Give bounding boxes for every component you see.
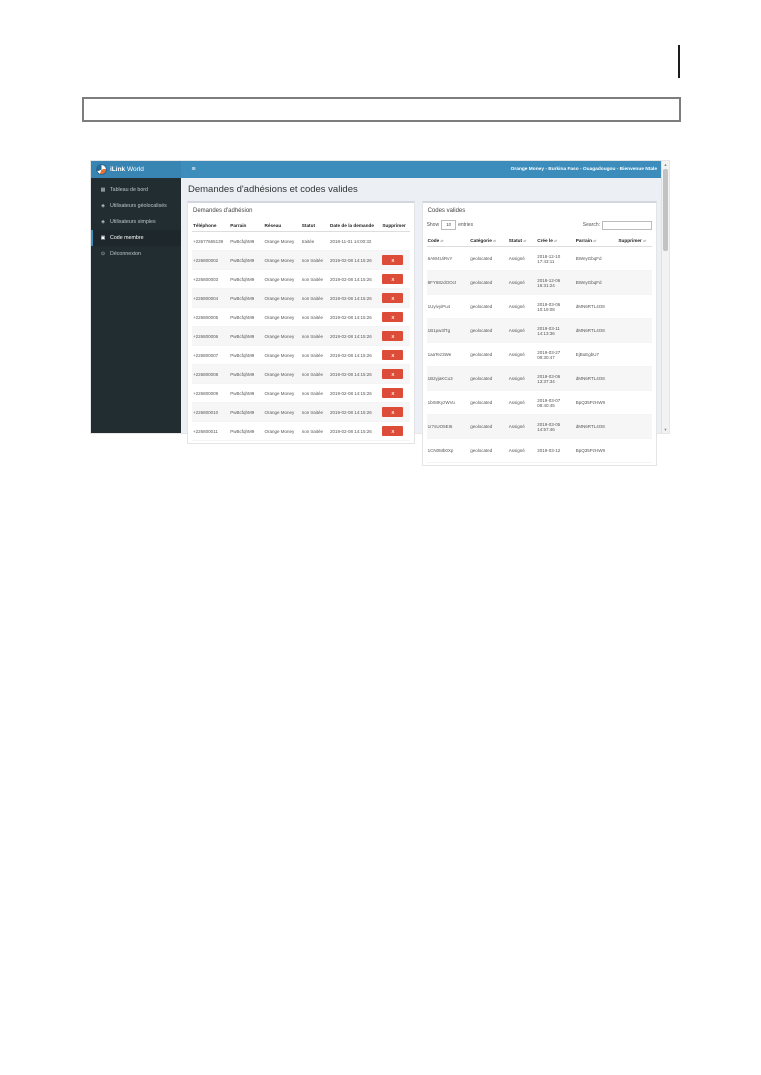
date-cell: 2019-02-08 14:15:26 bbox=[329, 403, 381, 422]
parrain-cell: PwBcfqhM9 bbox=[229, 232, 263, 251]
parrain-cell: PwBcfqhM9 bbox=[229, 308, 263, 327]
parrain-cell: EjBuEgbU7 bbox=[575, 343, 618, 367]
table-row bbox=[192, 270, 410, 289]
date-cell: 2019-02-08 14:15:26 bbox=[329, 270, 381, 289]
table-row bbox=[427, 319, 652, 343]
statut-cell: non traitée bbox=[301, 365, 329, 384]
statut-cell: Assigné bbox=[508, 415, 536, 439]
codes-panel-title: Codes valides bbox=[427, 208, 466, 214]
parrain-cell: dMN6RTL4O8 bbox=[575, 295, 618, 319]
brand-logo[interactable] bbox=[91, 161, 181, 178]
supprimer-cell bbox=[617, 391, 652, 415]
cree-le-cell: 2018-12-06 16:31:24 bbox=[536, 271, 575, 295]
parrain-cell: PwBcfqhM9 bbox=[229, 346, 263, 365]
parrain-cell: BWeyGbqFd bbox=[575, 271, 618, 295]
table-row bbox=[192, 422, 410, 441]
code-cell: 1UyivyiPu4 bbox=[427, 295, 470, 319]
delete-button[interactable]: X bbox=[382, 426, 403, 436]
date-cell: 2019-02-08 14:15:26 bbox=[329, 346, 381, 365]
code-cell: 8FY68zdOOct bbox=[427, 271, 470, 295]
telephone-cell: +226800005 bbox=[192, 308, 229, 327]
brand-name: iLink World bbox=[110, 166, 144, 173]
telephone-cell: +226800011 bbox=[192, 422, 229, 441]
users-shield-icon: ◈ bbox=[101, 203, 105, 209]
codes-table-header-row bbox=[427, 235, 652, 247]
parrain-cell: BWeyGbqFd bbox=[575, 247, 618, 271]
sidebar-toggle-hamburger-icon[interactable]: ≡ bbox=[191, 166, 196, 173]
parrain-cell: PwBcfqhM9 bbox=[229, 327, 263, 346]
categorie-cell: geolocated bbox=[469, 367, 508, 391]
power-icon: ⊙ bbox=[100, 251, 106, 257]
categorie-cell: geolocated bbox=[469, 415, 508, 439]
date-cell: 2019-02-08 14:15:26 bbox=[329, 251, 381, 270]
parrain-cell: PwBcfqhM9 bbox=[229, 251, 263, 270]
supprimer-cell bbox=[381, 384, 409, 403]
dashboard-icon: ▦ bbox=[100, 187, 106, 193]
statut-cell: Assigné bbox=[508, 319, 536, 343]
supprimer-cell bbox=[381, 270, 409, 289]
sort-icon: ▴▾ bbox=[440, 239, 444, 243]
statut-cell: non traitée bbox=[301, 346, 329, 365]
code-cell: 1CN0Mb0Xp bbox=[427, 439, 470, 463]
column-header-date-de-la-demande: Date de la demande bbox=[329, 220, 381, 232]
supprimer-cell bbox=[381, 308, 409, 327]
sidebar-item-deconnexion[interactable] bbox=[91, 246, 181, 262]
table-row bbox=[427, 439, 652, 463]
categorie-cell: geolocated bbox=[469, 271, 508, 295]
search-input[interactable] bbox=[602, 221, 652, 230]
supprimer-cell bbox=[617, 247, 652, 271]
cree-le-cell: 2019-03-12 bbox=[536, 439, 575, 463]
table-row bbox=[427, 295, 652, 319]
supprimer-cell bbox=[617, 439, 652, 463]
supprimer-cell bbox=[381, 403, 409, 422]
statut-cell: Assigné bbox=[508, 439, 536, 463]
sidebar-item-code-membre[interactable] bbox=[91, 230, 181, 246]
delete-button[interactable]: X bbox=[382, 274, 403, 284]
date-cell: 2018-11-01 14:00:32 bbox=[329, 232, 381, 251]
column-header-supprimer[interactable]: Supprimer▴▾ bbox=[617, 235, 652, 247]
statut-cell: non traitée bbox=[301, 289, 329, 308]
vertical-rule-mark bbox=[678, 45, 680, 78]
member-code-icon: ▣ bbox=[100, 235, 106, 241]
categorie-cell: geolocated bbox=[469, 439, 508, 463]
table-row bbox=[427, 367, 652, 391]
sort-icon: ▴▾ bbox=[642, 239, 646, 243]
cree-le-cell: 2019-03-06 10:19:08 bbox=[536, 295, 575, 319]
table-row bbox=[192, 384, 410, 403]
sort-icon: ▴▾ bbox=[523, 239, 526, 243]
delete-button[interactable]: X bbox=[382, 312, 403, 322]
scrollbar-thumb[interactable] bbox=[663, 169, 668, 251]
sidebar-item-tableau-de-bord[interactable] bbox=[91, 182, 181, 198]
supprimer-cell bbox=[381, 346, 409, 365]
supprimer-cell bbox=[617, 295, 652, 319]
table-row bbox=[192, 289, 410, 308]
code-cell: 1r7sUO5EI6 bbox=[427, 415, 470, 439]
column-header-telephone: Téléphone bbox=[192, 220, 229, 232]
cree-le-cell: 2019-03-07 08:40:45 bbox=[536, 391, 575, 415]
sidebar-item-label: Tableau de bord bbox=[110, 187, 148, 193]
cree-le-cell: 2019-03-27 09:30:47 bbox=[536, 343, 575, 367]
table-row bbox=[427, 247, 652, 271]
sidebar-item-utilisateurs-geolocalises[interactable] bbox=[91, 198, 181, 214]
statut-cell: Assigné bbox=[508, 391, 536, 415]
delete-button[interactable]: X bbox=[382, 293, 403, 303]
parrain-cell: dMN6RTL4O8 bbox=[575, 319, 618, 343]
reseau-cell: Orange Money bbox=[264, 308, 301, 327]
parrain-cell: PwBcfqhM9 bbox=[229, 422, 263, 441]
column-header-supprimer: Supprimer bbox=[381, 220, 409, 232]
table-row bbox=[192, 365, 410, 384]
statut-cell: non traitée bbox=[301, 403, 329, 422]
sort-icon: ▴▾ bbox=[592, 239, 596, 243]
reseau-cell: Orange Money bbox=[264, 251, 301, 270]
supprimer-cell bbox=[381, 232, 409, 251]
supprimer-cell bbox=[617, 367, 652, 391]
categorie-cell: geolocated bbox=[469, 391, 508, 415]
column-header-parrain: Parrain bbox=[229, 220, 263, 232]
column-header-statut: Statut bbox=[301, 220, 329, 232]
date-cell: 2019-02-08 14:15:26 bbox=[329, 365, 381, 384]
table-row bbox=[192, 251, 410, 270]
statut-cell: non traitée bbox=[301, 327, 329, 346]
codes-table-controls bbox=[427, 220, 652, 230]
statut-cell: Assigné bbox=[508, 247, 536, 271]
telephone-cell: +226800008 bbox=[192, 365, 229, 384]
sidebar-menu bbox=[91, 178, 181, 433]
statut-cell: Assigné bbox=[508, 367, 536, 391]
navbar-user-info[interactable]: Orange Money - Burkina Faso - Ouagadougou - Bienvenue Ntale bbox=[510, 167, 657, 172]
column-header-categorie[interactable]: Catégorie▴▾ bbox=[469, 235, 508, 247]
search-label: Search: bbox=[582, 222, 600, 228]
code-cell: 1aaTez3We bbox=[427, 343, 470, 367]
adhesion-panel-title: Demandes d'adhésion bbox=[193, 208, 253, 214]
column-header-code[interactable]: Code▴▾ bbox=[427, 235, 470, 247]
main-content bbox=[181, 178, 661, 453]
table-row bbox=[192, 232, 410, 251]
telephone-cell: +226800010 bbox=[192, 403, 229, 422]
table-row bbox=[192, 403, 410, 422]
statut-cell: Assigné bbox=[508, 271, 536, 295]
statut-cell: non traitée bbox=[301, 308, 329, 327]
reseau-cell: Orange Money bbox=[264, 232, 301, 251]
column-header-reseau: Réseau bbox=[264, 220, 301, 232]
sidebar-item-label: Déconnexion bbox=[110, 251, 141, 257]
supprimer-cell bbox=[381, 327, 409, 346]
supprimer-cell bbox=[617, 319, 652, 343]
categorie-cell: geolocated bbox=[469, 343, 508, 367]
statut-cell: Assigné bbox=[508, 343, 536, 367]
reseau-cell: Orange Money bbox=[264, 365, 301, 384]
date-cell: 2019-02-08 14:15:26 bbox=[329, 289, 381, 308]
entries-label: entries bbox=[458, 222, 474, 228]
delete-button[interactable]: X bbox=[382, 331, 403, 341]
reseau-cell: Orange Money bbox=[264, 270, 301, 289]
scroll-down-arrow-icon[interactable]: ▼ bbox=[663, 427, 668, 432]
sidebar-item-label: Utilisateurs géolocalisés bbox=[110, 203, 167, 209]
scroll-up-arrow-icon[interactable]: ▲ bbox=[663, 162, 668, 167]
date-cell: 2019-02-08 14:15:26 bbox=[329, 384, 381, 403]
telephone-cell: +226800004 bbox=[192, 289, 229, 308]
telephone-cell: +22677665139 bbox=[192, 232, 229, 251]
parrain-cell: PwBcfqhM9 bbox=[229, 365, 263, 384]
ilink-logo-icon bbox=[96, 164, 107, 175]
date-cell: 2019-02-08 14:15:26 bbox=[329, 422, 381, 441]
telephone-cell: +226800006 bbox=[192, 327, 229, 346]
reseau-cell: Orange Money bbox=[264, 384, 301, 403]
supprimer-cell bbox=[381, 365, 409, 384]
table-row bbox=[427, 343, 652, 367]
sidebar-item-label: Utilisateurs simples bbox=[110, 219, 156, 225]
table-row bbox=[427, 271, 652, 295]
page-title: Demandes d'adhésions et codes valides bbox=[188, 184, 358, 195]
delete-button[interactable]: X bbox=[382, 388, 403, 398]
column-header-parrain[interactable]: Parrain▴▾ bbox=[575, 235, 618, 247]
statut-cell: Assigné bbox=[508, 295, 536, 319]
table-row bbox=[192, 308, 410, 327]
code-cell: 1brMKyzWVu bbox=[427, 391, 470, 415]
code-cell: 1B2yjaKCu3 bbox=[427, 367, 470, 391]
telephone-cell: +226800002 bbox=[192, 251, 229, 270]
reseau-cell: Orange Money bbox=[264, 422, 301, 441]
supprimer-cell bbox=[381, 422, 409, 441]
reseau-cell: Orange Money bbox=[264, 346, 301, 365]
adhesion-table-header-row bbox=[192, 220, 410, 232]
reseau-cell: Orange Money bbox=[264, 289, 301, 308]
statut-cell: traitée bbox=[301, 232, 329, 251]
telephone-cell: +226800007 bbox=[192, 346, 229, 365]
column-header-cree-le[interactable]: Crée le▴▾ bbox=[536, 235, 575, 247]
delete-button[interactable]: X bbox=[382, 255, 403, 265]
supprimer-cell bbox=[617, 343, 652, 367]
cree-le-cell: 2019-03-05 14:57:46 bbox=[536, 415, 575, 439]
telephone-cell: +226800009 bbox=[192, 384, 229, 403]
table-row bbox=[192, 327, 410, 346]
supprimer-cell bbox=[381, 289, 409, 308]
empty-text-box bbox=[82, 97, 681, 122]
categorie-cell: geolocated bbox=[469, 319, 508, 343]
parrain-cell: BpQ35PzHW9 bbox=[575, 439, 618, 463]
sort-icon: ▴▾ bbox=[492, 239, 496, 243]
code-cell: 6AW4UiRvY bbox=[427, 247, 470, 271]
adhesion-requests-panel bbox=[187, 201, 415, 444]
parrain-cell: dMN6RTL4O8 bbox=[575, 367, 618, 391]
categorie-cell: geolocated bbox=[469, 295, 508, 319]
supprimer-cell bbox=[617, 271, 652, 295]
statut-cell: non traitée bbox=[301, 422, 329, 441]
valid-codes-panel bbox=[422, 201, 657, 466]
parrain-cell: BpQ35PzHW9 bbox=[575, 391, 618, 415]
users-shield-icon: ◈ bbox=[101, 219, 105, 225]
telephone-cell: +226800003 bbox=[192, 270, 229, 289]
parrain-cell: PwBcfqhM9 bbox=[229, 289, 263, 308]
show-label: Show bbox=[426, 222, 440, 228]
date-cell: 2019-02-08 14:15:26 bbox=[329, 327, 381, 346]
table-row bbox=[427, 391, 652, 415]
reseau-cell: Orange Money bbox=[264, 403, 301, 422]
adhesion-table bbox=[192, 220, 410, 441]
codes-table bbox=[427, 235, 652, 463]
parrain-cell: PwBcfqhM9 bbox=[229, 270, 263, 289]
cree-le-cell: 2019-03-06 13:37:34 bbox=[536, 367, 575, 391]
page-size-select[interactable]: 10 bbox=[441, 220, 456, 230]
delete-button[interactable]: X bbox=[382, 407, 403, 417]
table-row bbox=[192, 346, 410, 365]
sort-icon: ▴▾ bbox=[553, 239, 557, 243]
sidebar-item-utilisateurs-simples[interactable] bbox=[91, 214, 181, 230]
categorie-cell: geolocated bbox=[469, 247, 508, 271]
vertical-scrollbar[interactable] bbox=[661, 161, 669, 433]
cree-le-cell: 2019-03-11 14:13:36 bbox=[536, 319, 575, 343]
sidebar-item-label: Code membre bbox=[110, 235, 144, 241]
date-cell: 2019-02-08 14:15:26 bbox=[329, 308, 381, 327]
code-cell: 1B1pw3lTg bbox=[427, 319, 470, 343]
parrain-cell: dMN6RTL4O8 bbox=[575, 415, 618, 439]
delete-button[interactable]: X bbox=[382, 369, 403, 379]
parrain-cell: PwBcfqhM9 bbox=[229, 403, 263, 422]
table-row bbox=[427, 415, 652, 439]
parrain-cell: PwBcfqhM9 bbox=[229, 384, 263, 403]
app-screenshot bbox=[90, 160, 670, 453]
supprimer-cell bbox=[617, 415, 652, 439]
delete-button[interactable]: X bbox=[382, 350, 403, 360]
statut-cell: non traitée bbox=[301, 270, 329, 289]
column-header-statut[interactable]: Statut▴▾ bbox=[508, 235, 536, 247]
cree-le-cell: 2018-12-10 17:43:11 bbox=[536, 247, 575, 271]
statut-cell: non traitée bbox=[301, 384, 329, 403]
supprimer-cell bbox=[381, 251, 409, 270]
reseau-cell: Orange Money bbox=[264, 327, 301, 346]
statut-cell: non traitée bbox=[301, 251, 329, 270]
